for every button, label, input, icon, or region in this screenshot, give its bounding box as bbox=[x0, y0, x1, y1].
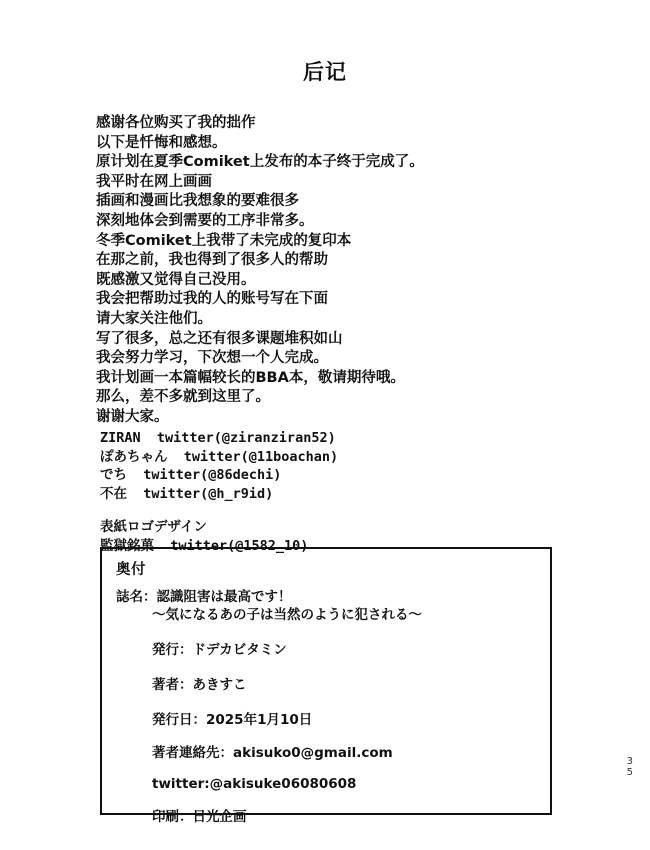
afterword-line: 插画和漫画比我想象的要难很多 bbox=[96, 193, 299, 210]
afterword-line: 我平时在网上画画 bbox=[96, 173, 212, 190]
colophon-printing: 印刷：日光企画 bbox=[152, 809, 247, 825]
afterword-line: 我计划画一本篇幅较长的BBA本，敬请期待哦。 bbox=[96, 369, 405, 386]
colophon-subtitle: 〜気になるあの子は当然のように犯される〜 bbox=[152, 607, 422, 623]
colophon-title: 誌名：認識阻害は最高です！ bbox=[116, 589, 292, 605]
colophon-publisher: 発行：ドデカビタミン bbox=[152, 642, 287, 658]
afterword-line: 请大家关注他们。 bbox=[96, 310, 212, 327]
page-number-digit: 3 bbox=[626, 756, 633, 767]
afterword-line: 我会努力学习，下次想一个人完成。 bbox=[96, 350, 328, 367]
afterword-line: 感谢各位购买了我的拙作 bbox=[96, 115, 256, 131]
afterword-line: 以下是忏悔和感想。 bbox=[96, 134, 227, 151]
page-title: 后记 bbox=[303, 60, 347, 84]
afterword-line: 原计划在夏季Comiket上发布的本子终于完成了。 bbox=[96, 154, 424, 171]
credits-block bbox=[100, 429, 620, 555]
afterword-line: 既感激又觉得自己没用。 bbox=[96, 271, 256, 288]
credit-line: でち twitter(@86dechi) bbox=[100, 467, 282, 483]
page-number bbox=[627, 756, 633, 778]
afterword-line: 在那之前，我也得到了很多人的帮助 bbox=[96, 252, 328, 269]
colophon-box bbox=[100, 547, 552, 825]
afterword-line: 深刻地体会到需要的工序非常多。 bbox=[96, 212, 314, 229]
page-number-digit: 5 bbox=[626, 767, 633, 778]
afterword-line: 谢谢大家。 bbox=[96, 408, 169, 425]
afterword-line: 我会把帮助过我的人的账号写在下面 bbox=[96, 291, 328, 308]
colophon-contact: 著者連絡先：akisuko0@gmail.com bbox=[152, 745, 393, 761]
credit-section-label: 表紙ロゴデザイン bbox=[100, 519, 208, 535]
afterword-line: 那么，差不多就到这里了。 bbox=[96, 389, 270, 406]
afterword-text-block bbox=[96, 114, 596, 428]
colophon-heading: 奥付 bbox=[116, 562, 146, 578]
credit-line: 監獄銘菓 twitter(@1582_10) bbox=[100, 537, 309, 554]
credit-line: 不在 twitter(@h_r9id) bbox=[100, 485, 274, 502]
colophon-date: 発行日：2025年1月10日 bbox=[152, 712, 313, 728]
colophon-author: 著者：あきすこ bbox=[152, 677, 247, 693]
afterword-line: 写了很多，总之还有很多课题堆积如山 bbox=[96, 330, 343, 347]
afterword-line: 冬季Comiket上我带了未完成的复印本 bbox=[96, 232, 352, 249]
credit-line: ぽあちゃん twitter(@11boachan) bbox=[100, 448, 339, 465]
colophon-twitter: twitter:@akisuke06080608 bbox=[152, 776, 357, 792]
credit-line: ZIRAN twitter(@ziranziran52) bbox=[100, 430, 336, 446]
